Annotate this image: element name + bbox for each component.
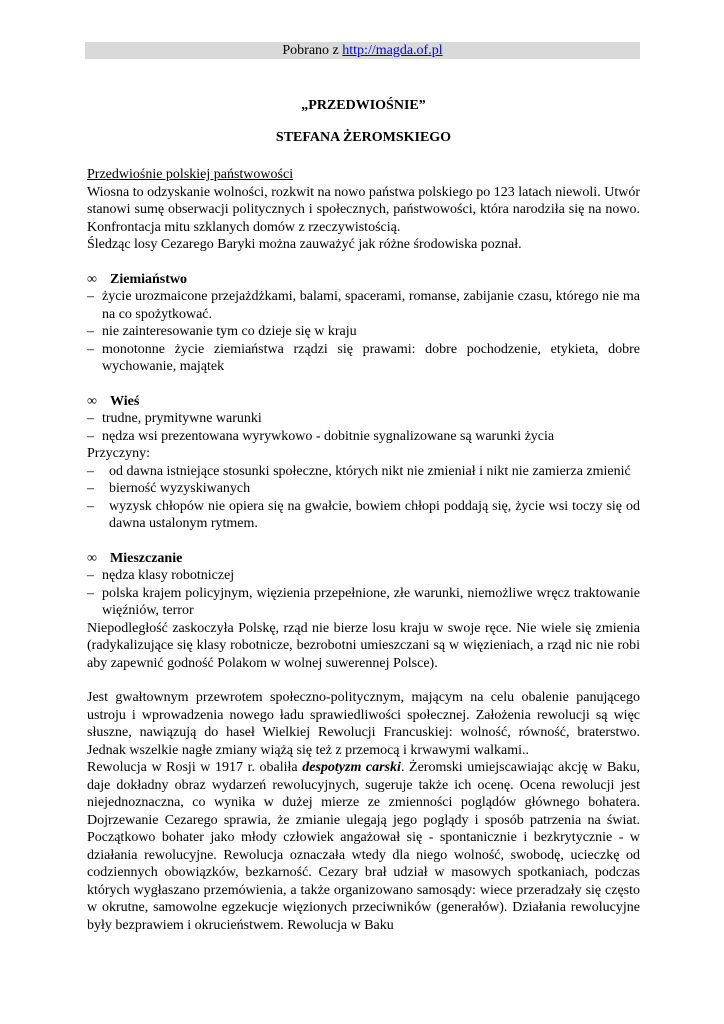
list-item: – nędza wsi prezentowana wyrywkowo - dobitnie sygnalizowane są warunki życia xyxy=(87,428,555,444)
intro-text-2: Śledząc losy Cezarego Baryki można zauważyć jak różne środowiska poznał. xyxy=(87,237,522,252)
section-mieszczanie xyxy=(87,550,640,673)
section-title: Ziemiaństwo xyxy=(110,271,187,287)
section-heading xyxy=(87,393,640,411)
intro-heading: Przedwiośnie polskiej państwowości xyxy=(87,167,294,182)
header-link[interactable]: http://magda.of.pl xyxy=(342,43,443,58)
emphasized-term: despotyzm carski xyxy=(302,760,401,775)
infinity-bullet-icon: ∞ xyxy=(87,550,97,566)
intro-text: Wiosna to odzyskanie wolności, rozkwit na nowo państwa polskiego po 123 latach niewoli. Utwór stanowi sumę obserwacji politycznych i społecznych, państwowości, która narodziła się na nowo. Konfrontacja mitu szklanych domów z rzeczywistością. xyxy=(87,184,640,235)
dash-icon: – xyxy=(87,568,94,583)
list-item: – wyzysk chłopów nie opiera się na gwałcie, bowiem chłopi poddają się, życie wsi toczy się od dawna ustalonym rytmem. xyxy=(87,498,640,531)
dash-icon: – xyxy=(87,481,94,496)
section-heading xyxy=(87,271,640,289)
revolution-paragraph-2: Rewolucja w Rosji w 1917 r. obaliła despotyzm carski. Żeromski umiejscawiając akcję w Baku, daje dokładny obraz wydarzeń rewolucyjnych, sugeruje także ich ocenę. Ocena rewolucji jest niejednoznaczna, co wynika w dużej mierze ze zmienności poglądów głównego bohatera. Dojrzewanie Cezarego sprawia, że zmianie ulegają jego poglądy i sposób patrzenia na świat. Początkowo bohater jako młody człowiek angażował się - spontanicznie i bezkrytycznie - w działania rewolucyjne. Rewolucja oznaczała wtedy dla niego wolność, swobodę, ucieczkę od codziennych obowiązków, bezkarność. Cezary brał udział w masowych spotkaniach, podczas których wygłaszano przemówienia, a także organizowano samosądy: wiece przeradzały się często w okrutne, samowolne egzekucje więzionych przeciwników (generałów). Działania rewolucyjne były bezprawiem i okrucieństwem. Rewolucja w Baku xyxy=(87,760,640,933)
dash-icon: – xyxy=(87,289,94,304)
title-line-1: „PRZEDWIOŚNIE” xyxy=(301,98,426,113)
revolution-block xyxy=(87,689,640,934)
infinity-bullet-icon: ∞ xyxy=(87,393,97,409)
header-prefix: Pobrano z xyxy=(282,43,343,58)
section-title: Mieszczanie xyxy=(110,550,183,566)
download-header xyxy=(85,42,640,59)
document-body xyxy=(87,97,640,934)
list-item: – bierność wyzyskiwanych xyxy=(87,481,251,496)
section-ziemianstwo xyxy=(87,271,640,376)
section-wies xyxy=(87,393,640,533)
dash-icon: – xyxy=(87,498,94,514)
section-title: Wieś xyxy=(110,393,140,409)
list-item: – monotonne życie ziemiaństwa rządzi się prawami: dobre pochodzenie, etykieta, dobre wychowanie, majątek xyxy=(87,341,640,374)
list-item: – nędza klasy robotniczej xyxy=(87,568,235,583)
revolution-paragraph-1: Jest gwałtownym przewrotem społeczno-politycznym, mającym na celu obalenie panującego ustroju i wprowadzenia nowego ładu sprawiedliwości społecznej. Założenia rewolucji są więc słuszne, nawiązują do haseł Wielkiej Rewolucji Francuskiej: wolność, równość, braterstwo. Jednak wszelkie nagłe zmiany wiążą się też z przemocą i krwawymi walkami.. xyxy=(87,690,640,758)
list-item: – trudne, prymitywne warunki xyxy=(87,411,262,426)
list-item: – życie urozmaicone przejażdżkami, balami, spacerami, romanse, zabijanie czasu, którego nie ma na co spożytkować. xyxy=(87,289,640,322)
dash-icon: – xyxy=(87,324,94,339)
dash-icon: – xyxy=(87,428,94,444)
dash-icon: – xyxy=(87,463,94,479)
dash-icon: – xyxy=(87,411,94,426)
causes-label: Przyczyny: xyxy=(87,446,150,461)
intro-block xyxy=(87,166,640,254)
section-heading xyxy=(87,550,640,568)
dash-icon: – xyxy=(87,585,94,601)
infinity-bullet-icon: ∞ xyxy=(87,271,97,287)
list-item: – od dawna istniejące stosunki społeczne, których nikt nie zmieniał i nikt nie zamierza zmienić xyxy=(87,463,631,479)
title-line-2: STEFANA ŻEROMSKIEGO xyxy=(275,130,452,145)
list-item: – nie zainteresowanie tym co dzieje się w kraju xyxy=(87,324,357,339)
list-item: – polska krajem policyjnym, więzienia przepełnione, złe warunki, niemożliwe wręcz traktowanie więźniów, terror xyxy=(87,585,640,618)
dash-icon: – xyxy=(87,341,94,357)
independence-paragraph: Niepodległość zaskoczyła Polskę, rząd nie bierze losu kraju w swoje ręce. Nie wiele się zmienia (radykalizujące się klasy robotnicze, bezrobotni umieszczani są w więzieniach, a rząd nic nie robi aby zapewnić godność Polakom w wolnej suwerennej Polsce). xyxy=(87,620,640,671)
